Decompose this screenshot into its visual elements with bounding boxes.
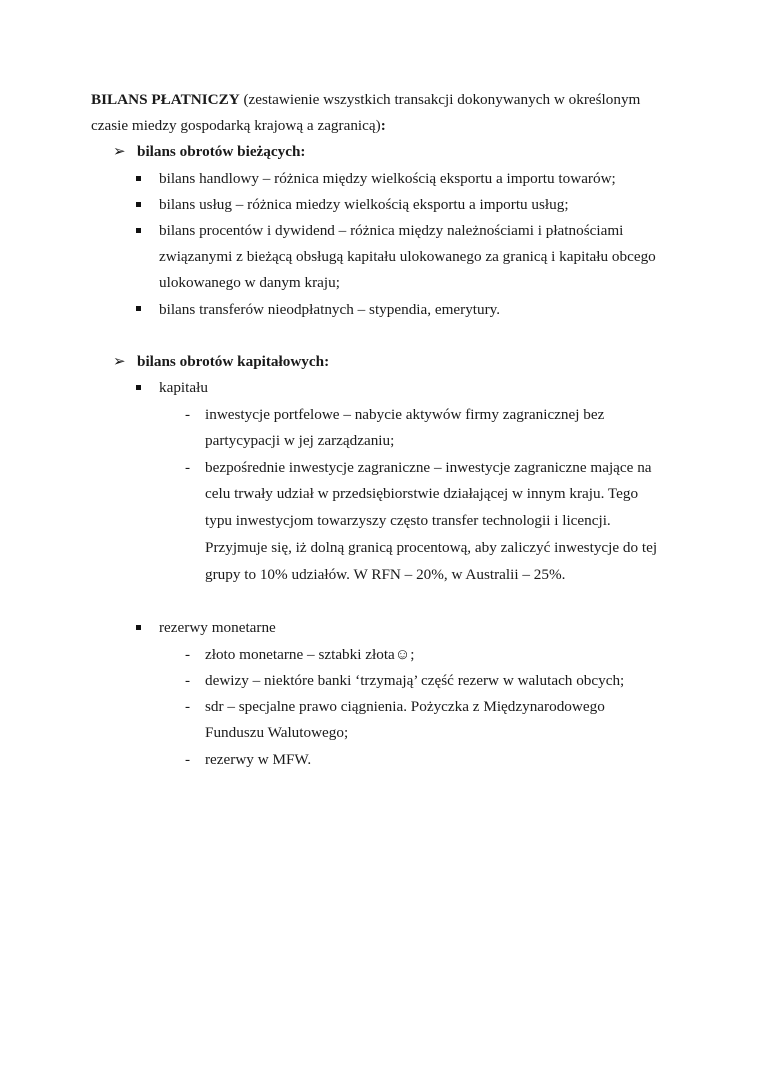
document-title: BILANS PŁATNICZY (91, 91, 240, 108)
kapitalu-item-2-line-2: celu trwały udział w przedsiębiorstwie działającej w innym kraju. Tego (205, 485, 639, 502)
capital-subheading-rezerwy: rezerwy monetarne (159, 619, 276, 636)
dash-bullet: - (185, 459, 191, 476)
dash-bullet: - (185, 698, 191, 715)
rezerwy-item-3-line-1: sdr – specjalne prawo ciągnienia. Pożyczka z Międzynarodowego (205, 698, 605, 715)
capital-subheading-kapitalu: kapitału (159, 379, 208, 396)
kapitalu-item-2-line-3: typu inwestycjom towarzyszy często transfer technologii i licencji. (205, 512, 611, 529)
kapitalu-item-1-line-1: inwestycje portfelowe – nabycie aktywów firmy zagranicznej bez (205, 406, 605, 423)
section-heading-current: bilans obrotów bieżących: (137, 143, 306, 160)
dash-bullet: - (185, 406, 191, 423)
intro-text-1: (zestawienie wszystkich transakcji dokonywanych w określonym (239, 91, 641, 108)
dash-bullet: - (185, 646, 191, 663)
current-item-3-line-1: bilans procentów i dywidend – różnica między należnościami i płatnościami (159, 222, 624, 239)
square-bullet-icon (136, 625, 141, 630)
rezerwy-item-4: rezerwy w MFW. (205, 751, 312, 768)
section-heading-capital: bilans obrotów kapitałowych: (137, 353, 330, 370)
square-bullet-icon (136, 176, 141, 181)
current-item-2: bilans usług – różnica miedzy wielkością eksportu a importu usług; (159, 196, 569, 213)
rezerwy-item-3-line-2: Funduszu Walutowego; (205, 724, 349, 741)
rezerwy-item-2: dewizy – niektóre banki ‘trzymają’ część rezerw w walutach obcych; (205, 672, 625, 689)
intro-colon: : (380, 117, 386, 134)
kapitalu-item-1-line-2: partycypacji w jej zarządzaniu; (205, 432, 395, 449)
dash-bullet: - (185, 751, 191, 768)
current-item-1: bilans handlowy – różnica między wielkością eksportu a importu towarów; (159, 170, 616, 187)
arrow-bullet-icon: ➢ (113, 144, 126, 160)
kapitalu-item-2-line-5: grupy to 10% udziałów. W RFN – 20%, w Australii – 25%. (205, 566, 566, 583)
dash-bullet: - (185, 672, 191, 689)
square-bullet-icon (136, 385, 141, 390)
kapitalu-item-2-line-4: Przyjmuje się, iż dolną granicą procentową, aby zaliczyć inwestycje do tej (205, 539, 658, 556)
intro-text-2: czasie miedzy gospodarką krajową a zagranicą) (91, 117, 381, 134)
rezerwy-item-1: złoto monetarne – sztabki złota☺; (205, 646, 415, 663)
square-bullet-icon (136, 202, 141, 207)
current-item-3-line-2: związanymi z bieżącą obsługą kapitału ulokowanego za granicą i kapitału obcego (159, 248, 656, 265)
current-item-3-line-3: ulokowanego w danym kraju; (159, 274, 340, 291)
kapitalu-item-2-line-1: bezpośrednie inwestycje zagraniczne – inwestycje zagraniczne mające na (205, 459, 652, 476)
current-item-4: bilans transferów nieodpłatnych – stypendia, emerytury. (159, 301, 501, 318)
arrow-bullet-icon: ➢ (113, 354, 126, 370)
square-bullet-icon (136, 306, 141, 311)
intro-paragraph-line-2 (91, 116, 386, 136)
square-bullet-icon (136, 228, 141, 233)
intro-paragraph-line-1 (91, 90, 640, 110)
